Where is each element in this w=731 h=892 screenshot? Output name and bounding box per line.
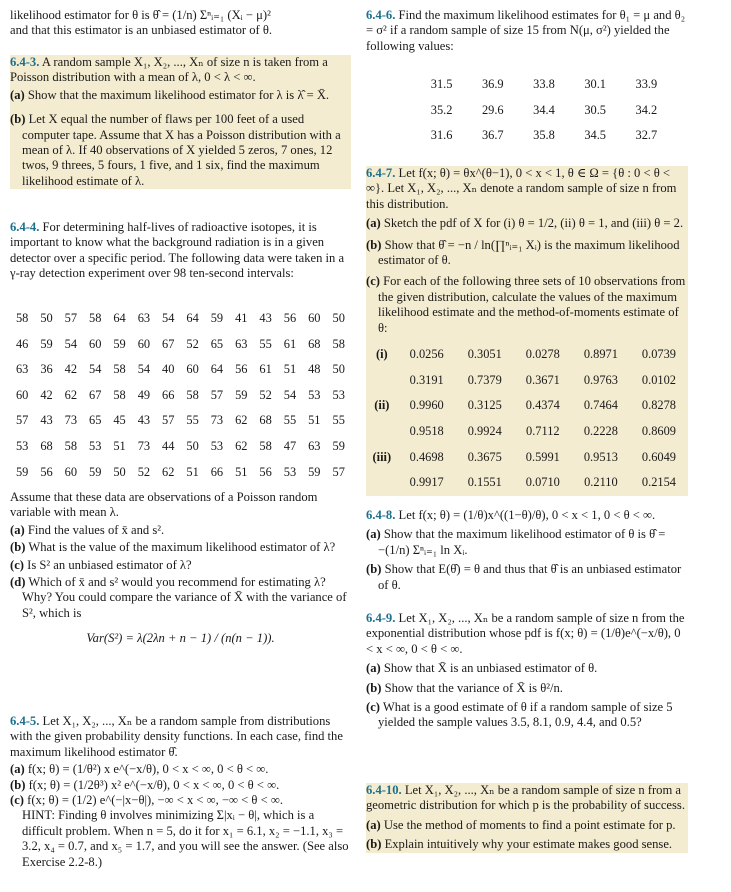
table-cell: 50 <box>332 311 345 326</box>
table-row <box>10 332 351 358</box>
table-cell: 54 <box>162 311 175 326</box>
table-cell: 58 <box>186 387 199 402</box>
table-cell: 55 <box>332 413 345 428</box>
table-cell: 0.0278 <box>525 347 560 362</box>
exercise-part <box>10 540 351 555</box>
table-cell: 62 <box>235 439 248 454</box>
table-cell: 51 <box>283 362 297 377</box>
table-row <box>10 383 351 409</box>
part-text: Find the values of x̄ and s². <box>27 522 165 537</box>
exercise-text: A random sample X₁, X₂, ..., Xₙ of size n is taken from a Poisson distribution with a mean of λ, 0 < λ < ∞. <box>10 55 328 85</box>
table-cell: 0.3671 <box>525 372 560 387</box>
table-cell: 68 <box>40 439 53 454</box>
table-cell: 62 <box>64 387 78 402</box>
table-cell: 66 <box>162 387 175 402</box>
exercise-number: 6.4-5. <box>10 714 40 728</box>
part-text: Let X equal the number of flaws per 100 feet of a used computer tape. Assume that X has a Poisson distribution with a mean of λ. If 40 observations of X yielded 5 zeros, 7 ones, 12 twos, 9 threes, 5 fours, 1 five, and 1 six, find the maximum likelihood estimate of λ. <box>22 112 341 188</box>
part-label: (b) <box>366 562 382 577</box>
table-cell: 56 <box>40 464 53 479</box>
table-cell: 68 <box>259 413 272 428</box>
table-cell: 51 <box>186 464 199 479</box>
table-cell: 58 <box>64 439 78 454</box>
table-cell: 36 <box>40 362 53 377</box>
table-cell: 34.2 <box>635 102 658 117</box>
exercise-part <box>10 558 351 573</box>
table-cell: 43 <box>137 413 151 428</box>
table-cell: 42 <box>40 387 53 402</box>
part-label: (a) <box>10 522 25 537</box>
table-cell: 45 <box>113 413 126 428</box>
table-cell: 53 <box>283 464 297 479</box>
table-row <box>10 434 351 460</box>
table-row <box>366 444 688 470</box>
table-cell: 63 <box>235 336 248 351</box>
exercise-part <box>10 523 351 538</box>
table-cell: 67 <box>162 336 175 351</box>
table-cell: 65 <box>89 413 102 428</box>
table-cell: 55 <box>186 413 199 428</box>
exercise-part <box>366 818 688 833</box>
table-row <box>416 123 672 149</box>
table-cell: 33.9 <box>635 77 658 92</box>
table-cell: 34.5 <box>584 128 606 143</box>
table-cell: 50 <box>113 464 126 479</box>
part-text: Show that the maximum likelihood estimator of θ is θ̂ = −(1/n) Σⁿᵢ₌₁ ln Xᵢ. <box>378 527 666 557</box>
table-cell: 50 <box>186 439 199 454</box>
table-cell: 59 <box>89 464 102 479</box>
table-cell: 60 <box>15 387 29 402</box>
table-cell: 0.9763 <box>583 372 618 387</box>
table-cell: 50 <box>40 311 53 326</box>
exercise-part <box>366 238 688 269</box>
table-row <box>10 408 351 434</box>
exercise-6-4-5 <box>10 714 351 870</box>
table-cell: 0.7112 <box>526 423 560 438</box>
table-cell: 59 <box>235 387 248 402</box>
hint-text: HINT: Finding θ involves minimizing Σ|xᵢ − θ|, which is a difficult problem. When n = 5, do it for x₁ = 6.1, x₂ = −1.1, x₃ = 3.2, x₄ = 0.7, and x₅ = 1.7, and you will see the answer. (See also Exercise 2.2-8.) <box>22 808 349 869</box>
table-cell: 35.8 <box>533 128 555 143</box>
normal-sample-table <box>416 72 672 149</box>
exercise-6-4-4 <box>10 220 351 282</box>
table-cell: 64 <box>113 311 126 326</box>
table-cell: 51 <box>113 439 126 454</box>
set-label: (iii) <box>372 449 392 464</box>
exercise-part <box>10 575 351 621</box>
table-cell: 30.1 <box>584 77 606 92</box>
part-text: Show that E(θ̂) = θ and thus that θ̂ is an unbiased estimator of θ. <box>378 562 682 592</box>
exercise-text: Let f(x; θ) = (1/θ)x^((1−θ)/θ), 0 < x < 1, 0 < θ < ∞. <box>398 508 656 522</box>
exercise-number: 6.4-6. <box>366 8 396 22</box>
table-cell: 0.3125 <box>467 398 502 413</box>
part-text: Show that the variance of X̄ is θ²/n. <box>384 680 563 695</box>
table-cell: 0.9924 <box>467 423 502 438</box>
table-cell: 54 <box>137 362 151 377</box>
table-cell: 32.7 <box>635 128 658 143</box>
table-cell: 35.2 <box>430 102 453 117</box>
table-cell: 0.2154 <box>641 475 676 490</box>
exercise-text: Find the maximum likelihood estimates for θ₁ = μ and θ₂ = σ² if a random sample of size 15 from N(μ, σ²) yielded the following values: <box>366 8 686 53</box>
exercise-part <box>10 762 351 777</box>
table-cell: 0.0739 <box>641 347 676 362</box>
part-text: f(x; θ) = (1/2) e^(−|x−θ|), −∞ < x < ∞, −∞ < θ < ∞. <box>27 793 283 808</box>
exercise-number: 6.4-9. <box>366 611 396 625</box>
table-cell: 0.8609 <box>641 423 676 438</box>
part-label: (b) <box>10 540 26 555</box>
table-cell: 57 <box>210 387 224 402</box>
part-label: (a) <box>366 817 381 832</box>
exercise-number: 6.4-10. <box>366 783 402 797</box>
table-cell: 0.5991 <box>525 449 560 464</box>
table-cell: 51 <box>308 413 321 428</box>
table-cell: 66 <box>210 464 224 479</box>
table-cell: 42 <box>64 362 78 377</box>
part-label: (c) <box>10 793 24 808</box>
table-cell: 63 <box>137 311 151 326</box>
part-label: (a) <box>10 87 25 102</box>
exercise-6-4-9 <box>366 611 688 731</box>
table-cell: 58 <box>89 311 102 326</box>
table-cell: 65 <box>210 336 224 351</box>
table-cell: 64 <box>186 311 199 326</box>
table-cell: 62 <box>235 413 248 428</box>
table-cell: 52 <box>186 336 199 351</box>
part-text: Explain intuitively why your estimate makes good sense. <box>384 837 673 852</box>
part-text: What is the value of the maximum likelihood estimator of λ? <box>28 540 336 555</box>
table-cell: 0.3191 <box>409 372 444 387</box>
part-text: Use the method of moments to find a point estimate for p. <box>383 817 676 832</box>
table-cell: 0.9513 <box>583 449 618 464</box>
part-label: (d) <box>10 575 26 590</box>
table-cell: 56 <box>235 362 248 377</box>
table-cell: 47 <box>283 439 297 454</box>
part-label: (c) <box>10 557 24 572</box>
exercise-number: 6.4-4. <box>10 220 40 234</box>
table-cell: 0.9960 <box>409 398 444 413</box>
table-cell: 0.4698 <box>409 449 444 464</box>
table-cell: 58 <box>15 311 29 326</box>
part-text: Show that the maximum likelihood estimator for λ is λ̂ = X̄. <box>27 87 330 102</box>
table-cell: 67 <box>89 387 102 402</box>
part-label: (c) <box>366 700 380 715</box>
table-cell: 0.0256 <box>409 347 444 362</box>
exercise-part <box>366 681 688 696</box>
table-cell: 53 <box>332 387 345 402</box>
table-cell: 56 <box>283 311 297 326</box>
table-cell: 59 <box>40 336 53 351</box>
part-text: Which of x̄ and s² would you recommend for estimating λ? Why? You could compare the variance of X̄ with the variance of S², which is <box>22 575 347 620</box>
table-cell: 0.3675 <box>467 449 502 464</box>
exercise-part <box>10 112 351 189</box>
part-label: (a) <box>366 661 381 676</box>
part-label: (c) <box>366 274 380 289</box>
exercise-text: Let f(x; θ) = θx^(θ−1), 0 < x < 1, θ ∈ Ω = {θ : 0 < θ < ∞}. Let X₁, X₂, ..., Xₙ denote a random sample of size n from this distribution. <box>366 166 677 211</box>
table-cell: 49 <box>137 387 151 402</box>
table-cell: 59 <box>308 464 321 479</box>
table-row <box>366 393 688 419</box>
table-cell: 60 <box>308 311 321 326</box>
observations-table <box>366 342 688 496</box>
part-label: (b) <box>366 837 382 852</box>
part-text: For each of the following three sets of 10 observations from the given distribution, calculate the values of the maximum likelihood estimate and the method-of-moments estimate of θ: <box>378 274 686 335</box>
table-cell: 55 <box>283 413 297 428</box>
exercise-text: Let X₁, X₂, ..., Xₙ be a random sample of size n from a geometric distribution for which p is the probability of success. <box>366 783 685 813</box>
exercise-6-4-8 <box>366 508 688 593</box>
table-row <box>10 306 351 332</box>
table-cell: 53 <box>89 439 102 454</box>
part-label: (a) <box>366 527 381 542</box>
table-cell: 58 <box>113 387 126 402</box>
table-row <box>416 72 672 98</box>
gamma-data-table <box>10 306 351 485</box>
exercise-part <box>366 837 688 852</box>
table-cell: 30.5 <box>584 102 606 117</box>
exercise-part <box>366 700 688 731</box>
table-cell: 63 <box>15 362 29 377</box>
table-cell: 73 <box>210 413 224 428</box>
table-cell: 53 <box>15 439 29 454</box>
table-cell: 57 <box>162 413 175 428</box>
table-cell: 0.8278 <box>641 398 676 413</box>
table-row <box>366 368 688 394</box>
exercise-part <box>10 88 351 103</box>
part-text: Show that θ̂ = −n / ln(∏ⁿᵢ₌₁ Xᵢ) is the maximum likelihood estimator of θ. <box>378 237 680 268</box>
table-cell: 60 <box>89 336 102 351</box>
table-cell: 57 <box>64 311 78 326</box>
table-cell: 51 <box>235 464 248 479</box>
table-cell: 0.7379 <box>467 372 502 387</box>
exercise-part <box>366 562 688 593</box>
table-cell: 54 <box>64 336 78 351</box>
table-cell: 36.9 <box>481 77 504 92</box>
table-cell: 0.9917 <box>409 475 444 490</box>
table-row <box>10 460 351 486</box>
table-cell: 60 <box>186 362 199 377</box>
part-label: (b) <box>10 777 26 792</box>
exercise-6-4-7 <box>366 166 688 496</box>
table-cell: 0.4374 <box>525 398 560 413</box>
data-table <box>416 72 672 149</box>
exercise-6-4-3 <box>10 55 351 189</box>
part-text: What is a good estimate of θ if a random sample of size 5 yielded the sample values 3.5, 8.1, 0.9, 4.4, and 0.5? <box>378 700 673 730</box>
exercise-part <box>366 661 688 676</box>
table-cell: 44 <box>162 439 175 454</box>
exercise-6-4-6 <box>366 8 688 54</box>
table-cell: 58 <box>259 439 272 454</box>
table-cell: 57 <box>15 413 29 428</box>
table-row <box>366 419 688 445</box>
table-cell: 73 <box>64 413 78 428</box>
table-cell: 0.7464 <box>583 398 618 413</box>
table-cell: 64 <box>210 362 224 377</box>
table-cell: 56 <box>259 464 272 479</box>
table-cell: 0.0102 <box>641 372 676 387</box>
exercise-number: 6.4-3. <box>10 55 40 69</box>
part-text: f(x; θ) = (1/2θ³) x² e^(−x/θ), 0 < x < ∞, 0 < θ < ∞. <box>28 777 280 792</box>
data-table <box>10 306 351 485</box>
table-cell: 61 <box>283 336 297 351</box>
table-cell: 59 <box>210 311 224 326</box>
table-cell: 61 <box>259 362 272 377</box>
table-cell: 0.0710 <box>525 475 560 490</box>
intro-line: and that this estimator is an unbiased estimator of θ. <box>10 23 273 38</box>
variance-formula: Var(S²) = λ(2λn + n − 1) / (n(n − 1)). <box>86 631 275 646</box>
table-cell: 50 <box>332 362 345 377</box>
exercise-part <box>366 274 688 336</box>
exercise-part <box>10 793 351 808</box>
table-cell: 58 <box>332 336 345 351</box>
exercise-text: For determining half-lives of radioactive isotopes, it is important to know what the background radiation is in a given detector over a specific period. The following data were taken in a γ-ray detection experiment over 98 ten-second intervals: <box>10 220 345 281</box>
table-row <box>366 470 688 496</box>
table-cell: 43 <box>40 413 53 428</box>
table-row <box>366 342 688 368</box>
table-cell: 54 <box>89 362 102 377</box>
exercise-6-4-10 <box>366 783 688 853</box>
set-label: (ii) <box>374 398 390 413</box>
part-label: (a) <box>10 762 25 777</box>
table-cell: 46 <box>15 336 29 351</box>
table-cell: 36.7 <box>481 128 504 143</box>
table-cell: 59 <box>113 336 126 351</box>
table-cell: 43 <box>259 311 272 326</box>
table-cell: 60 <box>64 464 78 479</box>
table-cell: 54 <box>283 387 297 402</box>
table-cell: 0.2228 <box>583 423 618 438</box>
table-cell: 31.6 <box>430 128 453 143</box>
exercise-text: Let X₁, X₂, ..., Xₙ be a random sample from distributions with the given probability density functions. In each case, find the maximum likelihood estimator θ̂. <box>10 714 343 759</box>
table-cell: 59 <box>332 439 345 454</box>
table-cell: 58 <box>113 362 126 377</box>
table-cell: 0.3051 <box>467 347 502 362</box>
table-cell: 52 <box>259 387 272 402</box>
part-label: (b) <box>10 112 26 127</box>
table-cell: 57 <box>332 464 345 479</box>
exercise-6-4-4-questions <box>10 490 351 647</box>
table-cell: 53 <box>210 439 224 454</box>
table-row <box>10 357 351 383</box>
table-cell: 0.2110 <box>584 475 618 490</box>
table-cell: 52 <box>137 464 151 479</box>
part-label: (b) <box>366 680 382 695</box>
exercise-part <box>366 216 688 231</box>
table-cell: 55 <box>259 336 272 351</box>
table-cell: 0.1551 <box>467 475 502 490</box>
paragraph: Assume that these data are observations of a Poisson random variable with mean λ. <box>10 490 318 520</box>
exercise-number: 6.4-7. <box>366 166 396 180</box>
table-cell: 33.8 <box>533 77 555 92</box>
table-cell: 63 <box>308 439 321 454</box>
table-cell: 48 <box>308 362 321 377</box>
exercise-part <box>10 778 351 793</box>
part-text: Sketch the pdf of X for (i) θ = 1/2, (ii) θ = 1, and (iii) θ = 2. <box>383 216 684 231</box>
part-text: Is S² an unbiased estimator of λ? <box>27 557 192 572</box>
table-cell: 0.9518 <box>409 423 444 438</box>
table-cell: 62 <box>162 464 175 479</box>
part-text: Show that X̄ is an unbiased estimator of θ. <box>383 661 598 676</box>
part-label: (a) <box>366 216 381 231</box>
table-cell: 41 <box>235 311 248 326</box>
table-cell: 29.6 <box>481 102 504 117</box>
exercise-part <box>366 527 688 558</box>
table-cell: 34.4 <box>533 102 555 117</box>
exercise-text: Let X₁, X₂, ..., Xₙ be a random sample of size n from the exponential distribution whose pdf is f(x; θ) = (1/θ)e^(−x/θ), 0 < x < ∞, 0 < θ < ∞. <box>366 611 685 656</box>
table-cell: 53 <box>308 387 321 402</box>
intro-text <box>10 8 351 39</box>
intro-line: likelihood estimator for θ is θ̂ = (1/n) Σⁿᵢ₌₁ (Xᵢ − μ)² <box>10 8 271 22</box>
table-cell: 40 <box>162 362 175 377</box>
table-cell: 68 <box>308 336 321 351</box>
part-text: f(x; θ) = (1/θ²) x e^(−x/θ), 0 < x < ∞, 0 < θ < ∞. <box>27 762 269 777</box>
set-label: (i) <box>375 347 388 362</box>
table-cell: 0.6049 <box>641 449 676 464</box>
table-cell: 73 <box>137 439 151 454</box>
table-row <box>416 98 672 124</box>
part-label: (b) <box>366 237 382 252</box>
table-cell: 31.5 <box>430 77 453 92</box>
table-cell: 0.8971 <box>583 347 618 362</box>
table-cell: 60 <box>137 336 151 351</box>
exercise-number: 6.4-8. <box>366 508 396 522</box>
table-cell: 59 <box>15 464 29 479</box>
